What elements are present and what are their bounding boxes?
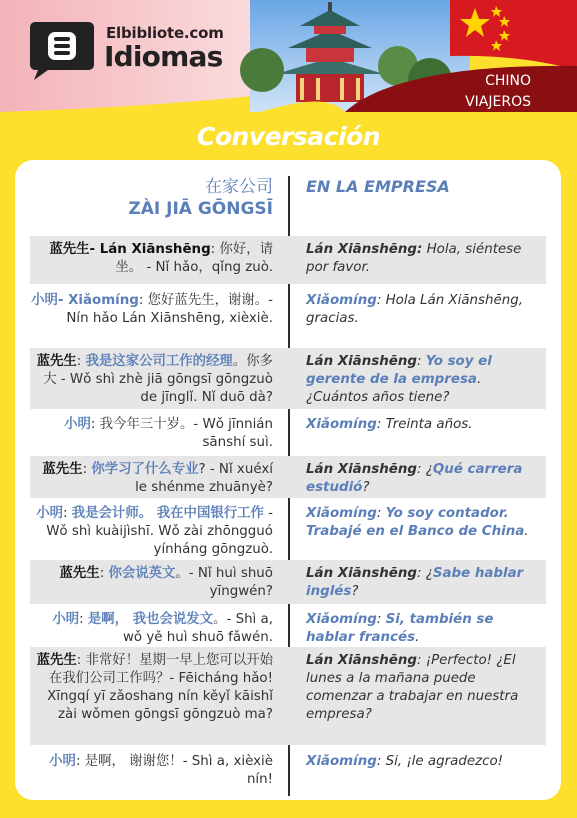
chinese-line (30, 565, 273, 601)
line-text: : Hola Lán Xiānshēng, gracias. (306, 293, 523, 326)
line-text: : (376, 612, 386, 627)
speaker-name: Xiǎomíng (306, 293, 377, 308)
line-text: : (76, 354, 86, 369)
speaker-name: Xiǎomíng (306, 506, 377, 521)
logo-site-name: Elbibliote.com (106, 24, 224, 42)
speaker-name: Lán Xiānshēng (306, 354, 417, 369)
line-text: Hola, siéntese por favor. (306, 242, 522, 275)
chinese-line (30, 416, 273, 452)
header (0, 0, 577, 112)
spanish-line (306, 416, 542, 434)
chinese-line (30, 241, 273, 277)
line-text: : (62, 506, 72, 521)
chinese-line (30, 611, 273, 647)
highlighted-phrase: 我是会计师。 我在中国银行工作 (71, 506, 264, 521)
speaker-name: 小明- Xiǎomíng (31, 293, 139, 308)
line-text: : (416, 354, 426, 369)
logo-title: Idiomas (104, 40, 223, 73)
spanish-line (306, 611, 542, 647)
speaker-name: 蓝先生 (36, 653, 77, 668)
speaker-name: Xiǎomíng (306, 417, 377, 432)
line-text: : ¿ (416, 566, 433, 581)
line-text: : ¿ (416, 462, 433, 477)
speaker-name: 小明 (36, 506, 63, 521)
highlighted-phrase: 你会说英文 (108, 566, 176, 581)
dialogue-row (30, 456, 546, 498)
heading-spanish: EN LA EMPRESA (306, 177, 450, 196)
highlighted-phrase: 我是这家公司工作的经理 (85, 354, 233, 369)
chinese-line (30, 292, 273, 328)
speaker-name: 蓝先生 (42, 462, 83, 477)
dialogue-row (30, 748, 546, 788)
speaker-name: 小明 (52, 612, 80, 627)
line-text: : (82, 462, 92, 477)
language-label: CHINO (485, 73, 531, 89)
line-text: : 我今年三十岁。- Wǒ jīnnián sānshí suì. (90, 417, 273, 450)
highlighted-phrase: Qué carrera estudió (306, 462, 523, 495)
spanish-line (306, 565, 542, 601)
line-text: : Si, ¡le agradezco! (376, 754, 504, 769)
line-text: : (376, 506, 386, 521)
line-text: : 非常好！星期一早上您可以开始在我们公司工作吗？- Fēicháng hǎo! Xīngqí yī zǎoshang nín kěyǐ kāishǐ zài wǒmen gōngsī gōngzuò ma? (47, 653, 273, 722)
conversation-card (15, 160, 561, 800)
section-title: Conversación (196, 122, 380, 151)
line-text: : (99, 566, 109, 581)
highlighted-phrase: 你学习了什么专业 (91, 462, 199, 477)
speaker-name: Lán Xiānshēng (306, 566, 417, 581)
speaker-name: Xiǎomíng (306, 612, 377, 627)
line-text: : 是啊， 谢谢您！- Shì a, xièxiè nín! (75, 754, 273, 787)
heading-hanzi: 在家公司 (205, 177, 273, 197)
category-label: VIAJEROS (465, 94, 531, 110)
speaker-name: Lán Xiānshēng (306, 462, 417, 477)
card-heading-chinese (15, 176, 273, 220)
heading-pinyin: ZÀI JIĀ GŌNGSĪ (128, 199, 273, 219)
line-text: 。- Shì a, wǒ yě huì shuō fǎwén. (122, 612, 273, 645)
line-text: : 你好，请坐。 - Nǐ hǎo，qǐng zuò. (115, 242, 273, 275)
line-text: . (524, 524, 529, 539)
chinese-line (30, 652, 273, 724)
line-text: : (79, 612, 88, 627)
highlighted-phrase: Yo soy el gerente de la empresa (306, 354, 492, 387)
line-text: : ¡Perfecto! ¿El lunes a la mañana puede comenzar a trabajar en nuestra empresa? (306, 653, 519, 722)
highlighted-phrase: Sabe hablar inglés (306, 566, 524, 599)
spanish-line (306, 292, 542, 328)
dialogue-row (30, 647, 546, 745)
speaker-name: Lán Xiānshēng: (306, 242, 423, 257)
spanish-line (306, 353, 542, 407)
speaker-name: Lán Xiānshēng (306, 653, 417, 668)
highlighted-phrase: Si, también se hablar francés (306, 612, 494, 645)
highlighted-phrase: 是啊， 我也会说发文 (87, 612, 214, 627)
line-text: 。- Nǐ huì shuō yīngwén? (175, 566, 273, 599)
dialogue-row (30, 560, 546, 604)
line-text: ? (362, 480, 370, 495)
line-text: ? (351, 584, 359, 599)
dialogue-row (30, 348, 546, 409)
speaker-name: 蓝先生- Lán Xiānshēng (49, 242, 211, 257)
line-text: . (415, 630, 420, 645)
speaker-name: 蓝先生 (59, 566, 100, 581)
highlighted-phrase: Yo soy contador. Trabajé en el Banco de China (306, 506, 525, 539)
chinese-line (30, 461, 273, 497)
line-text: : Treinta años. (376, 417, 473, 432)
line-text: . ¿Cuántos años tiene? (306, 372, 482, 405)
line-text: ? - Nǐ xuéxí le shénme zhuānyè? (135, 462, 273, 495)
spanish-line (306, 652, 542, 724)
line-text: : 您好蓝先生，谢谢。- Nín hǎo Lán Xiānshēng, xièxiè. (66, 293, 273, 326)
dialogue-row (30, 500, 546, 558)
speaker-name: 蓝先生 (36, 354, 77, 369)
line-text: 。你多大 - Wǒ shì zhè jiā gōngsī gōngzuò de jīnglǐ. Nǐ duō dà? (43, 354, 273, 405)
spanish-line (306, 753, 542, 771)
spanish-line (306, 505, 542, 541)
dialogue-row (30, 411, 546, 453)
speaker-name: 小明 (49, 754, 76, 769)
speaker-name: 小明 (64, 417, 91, 432)
chinese-line (30, 753, 273, 789)
spanish-line (306, 241, 542, 277)
chinese-line (30, 505, 273, 559)
dialogue-row (30, 287, 546, 345)
elbibliote-logo-icon (26, 20, 98, 82)
spanish-line (306, 461, 542, 497)
line-text: -Wǒ shì kuàijìshī. Wǒ zài zhōngguó yínháng gōngzuò. (46, 506, 273, 557)
chinese-line (30, 353, 273, 407)
speaker-name: Xiǎomíng (306, 754, 377, 769)
dialogue-row (30, 606, 546, 645)
dialogue-row (30, 236, 546, 284)
